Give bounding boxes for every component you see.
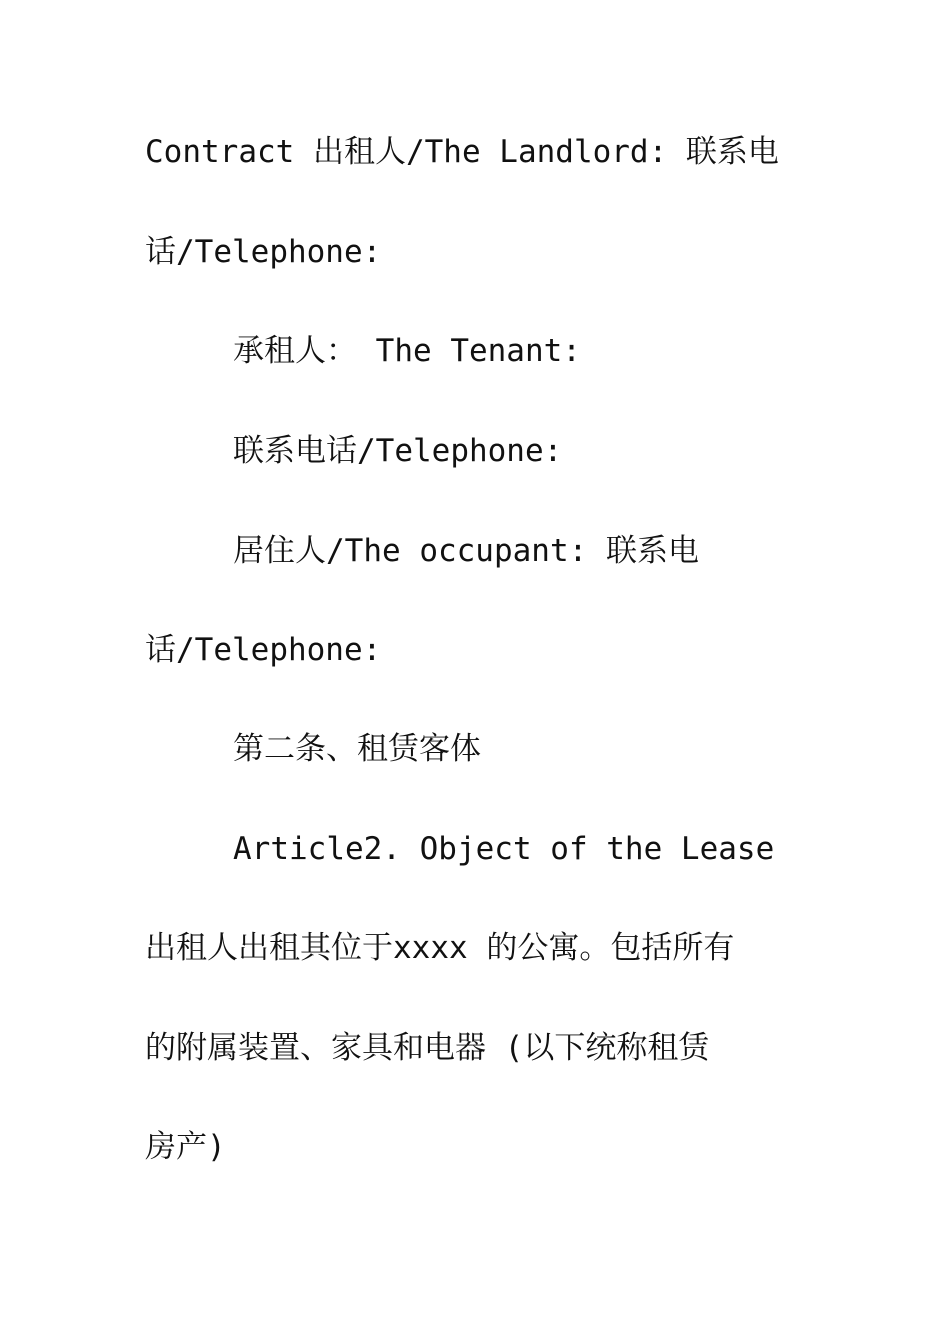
text-line-tenant: 承租人： The Tenant: [233, 333, 581, 369]
text-line-occupant-telephone: 话/Telephone: [145, 632, 382, 668]
text-line-landlord: Contract 出租人/The Landlord: 联系电 [145, 134, 779, 170]
text-line-tenant-telephone: 联系电话/Telephone: [233, 433, 563, 469]
text-line-lease-object-3: 房产) [145, 1129, 226, 1165]
text-line-occupant: 居住人/The occupant: 联系电 [233, 533, 699, 569]
text-line-lease-object-2: 的附属装置、家具和电器 (以下统称租赁 [145, 1030, 710, 1066]
text-line-landlord-telephone: 话/Telephone: [145, 234, 382, 270]
section-heading-english: Article2. Object of the Lease [233, 831, 775, 867]
text-line-lease-object-1: 出租人出租其位于xxxx 的公寓。包括所有 [145, 930, 735, 966]
section-heading-chinese: 第二条、租赁客体 [233, 731, 481, 767]
